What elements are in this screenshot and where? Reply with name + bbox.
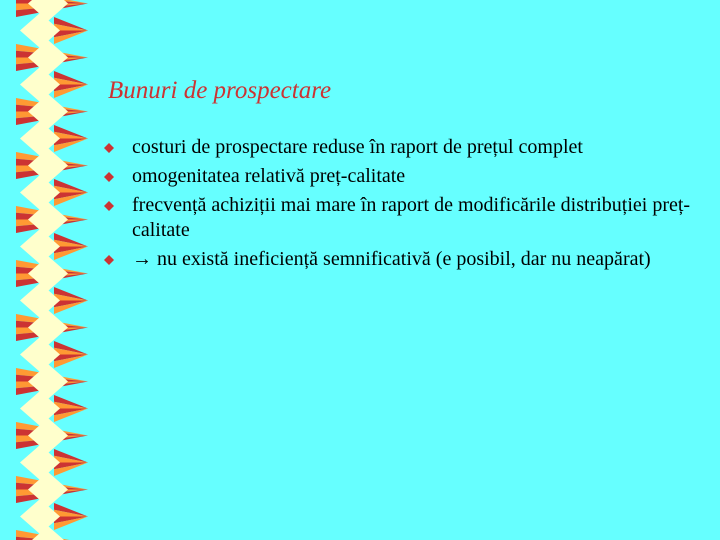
border-diamond <box>28 40 68 75</box>
border-diamond <box>28 472 68 507</box>
bullet-item <box>104 193 704 243</box>
diamond-bullet-icon <box>104 143 114 153</box>
bullet-item <box>104 135 704 160</box>
bullet-text: → nu există ineficiență semnificativă (e posibil, dar nu neapărat) <box>132 248 651 270</box>
border-diamond <box>28 364 68 399</box>
slide-title: Bunuri de prospectare <box>108 77 332 104</box>
border-diamond <box>28 418 68 453</box>
border-diamond <box>28 148 68 183</box>
border-diamond <box>28 202 68 237</box>
bullet-item <box>104 247 704 272</box>
diamond-bullet-icon <box>104 172 114 182</box>
decorative-fan-border <box>0 0 100 540</box>
bullet-text: frecvență achiziții mai mare în raport de modificările distribuției preț-calitate <box>132 194 691 241</box>
border-diamond <box>28 310 68 345</box>
diamond-bullet-icon <box>104 201 114 211</box>
bullet-text: omogenitatea relativă preț-calitate <box>132 165 406 187</box>
border-diamond <box>28 94 68 129</box>
border-diamond <box>28 256 68 291</box>
bullet-list <box>104 135 704 276</box>
bullet-text: costuri de prospectare reduse în raport de prețul complet <box>132 136 583 158</box>
bullet-item <box>104 164 704 189</box>
diamond-bullet-icon <box>104 255 114 265</box>
